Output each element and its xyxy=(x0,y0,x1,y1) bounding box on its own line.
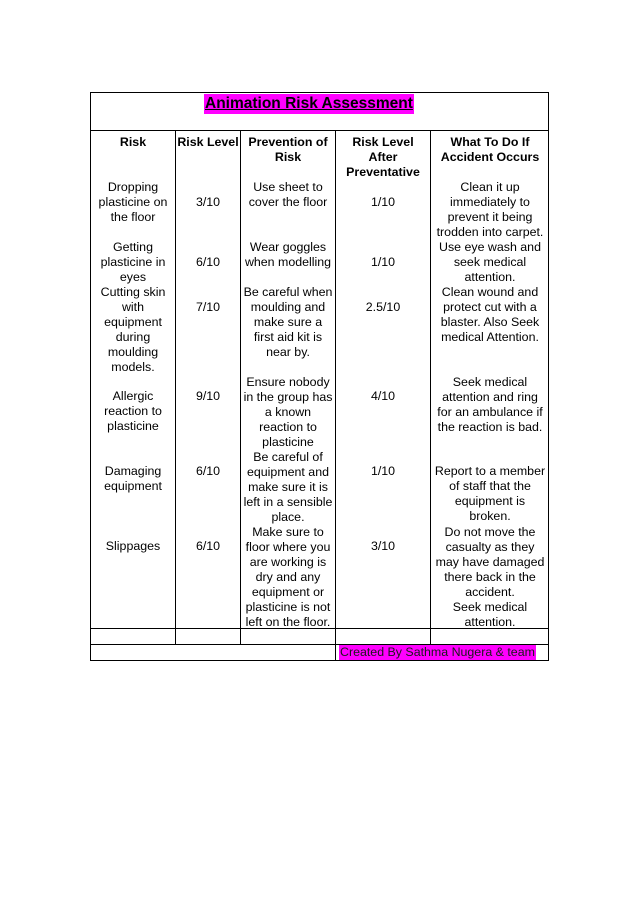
risk-cell: Allergic reaction to plasticine xyxy=(104,389,162,433)
header-what-to-do: What To Do If Accident Occurs xyxy=(440,135,540,164)
header-risk: Risk xyxy=(119,135,147,149)
risk-level-cell: 6/10 xyxy=(195,255,221,269)
risk-cell: Getting plasticine in eyes xyxy=(100,240,166,284)
action-cell: Clean it up immediately to prevent it being trodden into carpet. xyxy=(436,180,544,239)
risk-after-cell: 1/10 xyxy=(370,464,396,478)
risk-assessment-sheet xyxy=(90,92,549,661)
risk-after-cell: 4/10 xyxy=(370,389,396,403)
prevention-cell: Make sure to floor where you are working is dry and any equipment or plasticine is not left on the floor. xyxy=(245,525,331,629)
risk-after-cell: 1/10 xyxy=(370,255,396,269)
prevention-cell: Be careful when moulding and make sure a first aid kit is near by. xyxy=(243,285,333,359)
risk-cell: Damaging equipment xyxy=(104,464,162,493)
risk-cell: Dropping plasticine on the floor xyxy=(98,180,168,224)
risk-cell: Cutting skin with equipment during moulding models. xyxy=(100,285,166,374)
action-cell: Use eye wash and seek medical attention. xyxy=(439,240,541,284)
risk-level-cell: 3/10 xyxy=(195,195,221,209)
prevention-cell: Ensure nobody in the group has a known reaction to plasticine xyxy=(243,375,333,449)
risk-level-cell: 9/10 xyxy=(195,389,221,403)
action-cell: Clean wound and protect cut with a blaster. Also Seek medical Attention. xyxy=(440,285,540,344)
risk-level-cell: 6/10 xyxy=(195,464,221,478)
footer-credit: Created By Sathma Nugera & team xyxy=(340,645,535,659)
header-risk-after: Risk Level After Preventative xyxy=(346,135,420,179)
title-divider xyxy=(90,130,549,131)
prevention-cell: Use sheet to cover the floor xyxy=(248,180,328,209)
action-cell: Do not move the casualty as they may have damaged there back in the accident. Seek medical attention. xyxy=(435,525,545,629)
risk-level-cell: 6/10 xyxy=(195,539,221,553)
risk-after-cell: 3/10 xyxy=(370,539,396,553)
header-prevention: Prevention of Risk xyxy=(248,135,328,164)
risk-level-cell: 7/10 xyxy=(195,300,221,314)
action-cell: Report to a member of staff that the equipment is broken. xyxy=(434,464,546,523)
prevention-cell: Be careful of equipment and make sure it is left in a sensible place. xyxy=(243,450,333,524)
risk-after-cell: 2.5/10 xyxy=(365,300,401,314)
prevention-cell: Wear goggles when modelling xyxy=(244,240,332,269)
sheet-title: Animation Risk Assessment xyxy=(205,95,413,112)
action-cell: Seek medical attention and ring for an ambulance if the reaction is bad. xyxy=(437,375,543,434)
header-risk-level: Risk Level xyxy=(177,135,239,149)
risk-cell: Slippages xyxy=(105,539,161,553)
risk-after-cell: 1/10 xyxy=(370,195,396,209)
